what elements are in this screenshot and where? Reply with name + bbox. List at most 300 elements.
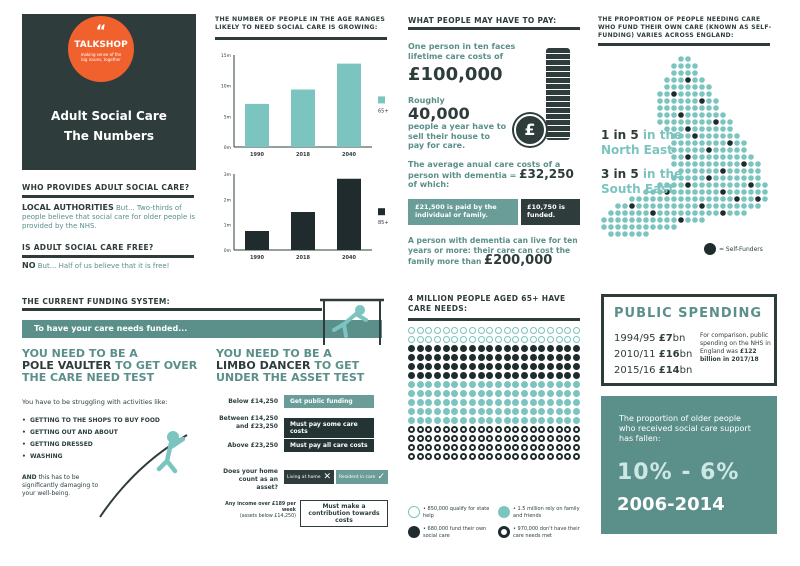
population-dot [692,77,698,83]
family-dot [460,399,467,406]
own-care-dot [521,372,528,379]
population-dot [755,168,761,174]
population-dot [727,119,733,125]
quote-icon: “ [95,21,107,40]
population-dot [706,119,712,125]
population-dot [720,154,726,160]
pv-outro-text: this has to be significantly damaging to your well-being. [22,474,99,497]
own-care-dot [469,345,476,352]
legend-family: • 1.5 million rely on family and friends [498,506,588,520]
own-care-dot [469,354,476,361]
own-care-dot [495,345,502,352]
unmet-dot [478,426,485,433]
y-tick-label: 15m [220,54,231,59]
family-dot [460,390,467,397]
population-dot [657,91,663,97]
state-help-dot [538,327,545,334]
family-dot [504,417,511,424]
population-dot [664,91,670,97]
contribution-text: Must make a contribution towards costs [308,503,380,524]
legend-qualify: • 850,000 qualify for state help [408,506,496,520]
must-pay-all-badge: Must pay all care costs [284,439,374,452]
population-dot [699,140,705,146]
population-dot [678,119,684,125]
unmet-dot [547,426,554,433]
population-dot [699,175,705,181]
unmet-dot [521,426,528,433]
state-help-dot [443,336,450,343]
pay-roughly: Roughly [408,96,445,105]
family-dot [434,381,441,388]
population-dot [615,210,621,216]
y-tick-label: 0m [223,146,231,151]
population-dot [657,217,663,223]
population-dot [713,203,719,209]
y-tick-label: 5m [223,115,231,121]
own-care-dot [521,345,528,352]
population-dot [678,70,684,76]
unmet-dot [451,444,458,451]
family-dot [538,390,545,397]
state-help-dot [564,327,571,334]
no-text [22,261,202,270]
population-dot [741,182,747,188]
population-dot [706,105,712,111]
pv-title-a: YOU NEED TO BE A [22,347,138,360]
chart-85-plus [212,168,397,266]
population-dot [706,203,712,209]
family-dot [434,390,441,397]
population-dot [720,161,726,167]
unmet-dot [564,453,571,460]
unmet-dot [521,435,528,442]
family-dot [486,381,493,388]
unmet-dot [469,435,476,442]
own-care-dot [564,363,571,370]
chart-65-plus [212,45,397,163]
legend-label: = Self-Funders [719,245,763,253]
state-help-dot [521,327,528,334]
unmet-dot [504,444,511,451]
population-dot [748,189,754,195]
unmet-dot [478,444,485,451]
unmet-dot [556,444,563,451]
own-care-dot [460,363,467,370]
family-dot [408,417,415,424]
population-dot [748,168,754,174]
own-care-dot [417,345,424,352]
own-care-dot [434,345,441,352]
live-text [408,236,588,267]
own-care-dot [504,372,511,379]
own-care-dot [547,345,554,352]
population-dot [720,119,726,125]
south-east-stat [601,167,682,197]
family-dot [564,399,571,406]
population-dot [692,189,698,195]
own-care-dot [495,363,502,370]
population-dot [699,161,705,167]
se-ratio: 3 in 5 [601,167,639,181]
population-dot [713,210,719,216]
self-funder-dot [678,217,684,223]
population-dot [706,133,712,139]
population-dot [720,112,726,118]
population-dot [671,63,677,69]
legend-fund-own: • 680,000 fund their own social care [408,526,496,540]
unmet-dot [408,453,415,460]
population-dot [692,126,698,132]
age-chart-heading: THE NUMBER OF PEOPLE IN THE AGE RANGES LIKELY TO NEED SOCIAL CARE IS GROWING: [215,16,386,31]
population-dot [664,98,670,104]
population-dot [692,217,698,223]
population-dot [706,161,712,167]
own-care-dot [556,363,563,370]
state-help-dot [504,336,511,343]
own-care-dot [538,363,545,370]
pv-and: AND [22,474,37,481]
family-dot [547,417,554,424]
state-help-dot [460,336,467,343]
population-dot [755,203,761,209]
population-dot [685,175,691,181]
population-dot [636,203,642,209]
population-dot [699,189,705,195]
unmet-dot [469,426,476,433]
population-dot [748,196,754,202]
state-help-dot [417,327,424,334]
providers-heading: WHO PROVIDES ADULT SOCIAL CARE? [22,183,190,192]
talkshop-logo [68,16,134,82]
unmet-dot [530,435,537,442]
family-dot [443,399,450,406]
population-dot [692,91,698,97]
live-val: £200,000 [484,253,553,268]
family-dot [530,390,537,397]
population-dot [706,182,712,188]
population-dot [671,210,677,216]
unmet-dot [573,453,580,460]
population-dot [664,77,670,83]
unmet-dot [417,453,424,460]
population-dot [741,140,747,146]
population-dot [615,231,621,237]
state-help-dot [512,327,519,334]
paid-individual-box [408,199,518,225]
x-tick-label: 2040 [342,152,356,158]
state-help-dot [443,327,450,334]
logo-sub: making sense of the big issues, together [80,52,122,62]
pay-big-2: 40,000 [408,104,470,123]
own-care-dot [521,354,528,361]
family-dot [521,390,528,397]
get-public-funding-badge: Get public funding [284,395,374,408]
population-dot [643,210,649,216]
own-care-dot [538,354,545,361]
population-dot [734,203,740,209]
family-dot [573,390,580,397]
unmet-dot [478,435,485,442]
population-dot [685,98,691,104]
unmet-dot [486,453,493,460]
population-dot [678,161,684,167]
unmet-dot [469,453,476,460]
unmet-dot [495,426,502,433]
population-dot [713,105,719,111]
population-dot [727,210,733,216]
population-dot [720,147,726,153]
unmet-dot [425,426,432,433]
map-heading: THE PROPORTION OF PEOPLE NEEDING CARE WHO FUND THEIR OWN CARE (KNOWN AS SELF-FUNDING) VARIES ACROSS ENGLAND: [598,16,772,39]
family-dot [538,399,545,406]
state-help-dot [521,336,528,343]
population-dot [636,210,642,216]
population-dot [671,217,677,223]
unmet-dot [460,435,467,442]
dementia-text [408,160,583,190]
funding-rule [22,308,322,311]
bar [291,90,315,148]
state-help-dot [408,327,415,334]
population-dot [713,126,719,132]
y-tick-label: 0m [223,249,231,254]
unmet-dot [538,453,545,460]
fallen-box [601,396,777,534]
family-dot [556,417,563,424]
unmet-dot [530,426,537,433]
state-help-dot [425,336,432,343]
unmet-dot [556,453,563,460]
population-dot [699,147,705,153]
population-dot [692,182,698,188]
title-line-1: Adult Social Care [51,109,167,123]
family-dot [469,417,476,424]
income-sub: (assets below £14,250) [239,514,296,519]
unmet-dot [469,444,476,451]
family-dot [495,399,502,406]
own-care-dot [425,372,432,379]
population-dot [615,203,621,209]
population-dot [692,154,698,160]
self-funder-dot [699,98,705,104]
state-help-dot [495,327,502,334]
free-rule [22,255,194,258]
y-tick-label: 3m [223,173,231,178]
x-tick-label: 1990 [250,152,264,158]
population-dot [657,98,663,104]
between-label: Between £14,250 and £23,250 [219,415,278,430]
banner-text: To have your care needs funded... [34,324,188,333]
spending-rows [614,331,692,379]
population-dot [671,70,677,76]
unmet-dot [460,426,467,433]
population-dot [713,182,719,188]
population-dot [734,161,740,167]
population-dot [650,224,656,230]
population-dot [664,84,670,90]
state-help-dot [434,327,441,334]
population-dot [734,140,740,146]
state-help-dot [573,327,580,334]
population-dot [636,196,642,202]
family-dot [504,408,511,415]
y-tick-label: 10m [220,84,231,90]
own-care-dot [530,345,537,352]
population-dot [727,133,733,139]
population-dot [727,189,733,195]
population-dot [720,203,726,209]
bar [337,179,361,250]
population-dot [692,161,698,167]
family-dot [486,408,493,415]
population-dot [657,224,663,230]
state-help-dot [556,336,563,343]
own-care-dot [512,345,519,352]
population-dot [762,196,768,202]
unmet-dot [564,444,571,451]
state-help-dot [573,336,580,343]
population-dot [741,189,747,195]
own-care-dot [530,363,537,370]
family-dot [547,390,554,397]
own-care-dot [451,363,458,370]
population-dot [734,182,740,188]
own-care-dot [425,363,432,370]
family-dot [469,399,476,406]
state-help-dot [547,336,554,343]
population-dot [741,147,747,153]
spending-heading: PUBLIC SPENDING [614,306,763,321]
family-dot [556,399,563,406]
bar [337,64,361,147]
state-help-dot [512,336,519,343]
family-dot [512,381,519,388]
map-rule [598,43,770,46]
unmet-dot [504,426,511,433]
pay-line-2: people a year have to sell their house to pay for care. [408,122,507,150]
unmet-dot [425,444,432,451]
population-dot [671,77,677,83]
state-help-dot [469,336,476,343]
population-dot [657,196,663,202]
population-dot [678,203,684,209]
pay-line-1: One person in ten faces lifetime care costs of [408,42,516,61]
population-dot [713,196,719,202]
title-panel [22,14,196,170]
family-dot [573,399,580,406]
population-dot [727,175,733,181]
population-dot [706,168,712,174]
own-care-dot [564,354,571,361]
own-care-dot [443,363,450,370]
spending-note: For comparison, public spending on the NHS in England was £122 billion in 2017/18 [700,332,771,363]
family-dot [425,399,432,406]
population-dot [720,140,726,146]
family-dot [460,417,467,424]
population-dot [685,210,691,216]
unmet-dot [486,435,493,442]
own-care-dot [443,354,450,361]
family-dot [573,417,580,424]
population-dot [699,182,705,188]
family-dot [443,381,450,388]
population-dot [678,77,684,83]
population-dot [699,154,705,160]
population-dot [629,217,635,223]
population-dot [706,154,712,160]
pv-title-b: POLE VAULTER [22,359,112,372]
population-dot [685,168,691,174]
fallen-years: 2006-2014 [617,494,725,515]
self-funder-dot [741,161,747,167]
family-dot [451,399,458,406]
population-dot [615,217,621,223]
funded-box [521,199,580,225]
activity-item: • GETTING TO THE SHOPS TO BUY FOOD [22,417,160,424]
income-label: Any income over £189 per week [225,502,296,513]
family-dot [469,408,476,415]
family-dot [417,399,424,406]
below-label: Below £14,250 [228,398,278,405]
state-help-dot [504,327,511,334]
population-dot [650,203,656,209]
self-funder-dot [629,203,635,209]
own-care-dot [443,372,450,379]
unmet-dot [478,453,485,460]
own-care-dot [504,345,511,352]
income-label-block [218,502,296,520]
population-dot [699,119,705,125]
population-dot [629,231,635,237]
pole-vaulter-illustration [95,425,205,520]
unmet-dot [434,435,441,442]
population-dot [699,112,705,118]
family-dot [451,408,458,415]
y-tick-label: 1m [223,223,231,229]
population-dot [685,63,691,69]
family-dot [408,408,415,415]
unmet-dot [538,426,545,433]
population-dot [678,84,684,90]
population-dot [678,91,684,97]
family-dot [530,417,537,424]
population-dot [706,84,712,90]
own-care-dot [478,363,485,370]
population-dot [685,189,691,195]
population-dot [734,133,740,139]
population-dot [643,231,649,237]
population-dot [643,196,649,202]
family-dot [538,408,545,415]
population-dot [692,63,698,69]
unmet-dot [512,426,519,433]
self-funder-dot [713,119,719,125]
population-dot [713,133,719,139]
state-help-dot [530,336,537,343]
population-dot [713,189,719,195]
state-help-dot [478,327,485,334]
family-dot [573,381,580,388]
population-dot [734,154,740,160]
family-dot [434,408,441,415]
population-dot [706,112,712,118]
ring-dot-icon [498,526,510,538]
population-dot [608,217,614,223]
population-dot [699,133,705,139]
family-dot [469,381,476,388]
family-dot [530,399,537,406]
family-dot [538,381,545,388]
